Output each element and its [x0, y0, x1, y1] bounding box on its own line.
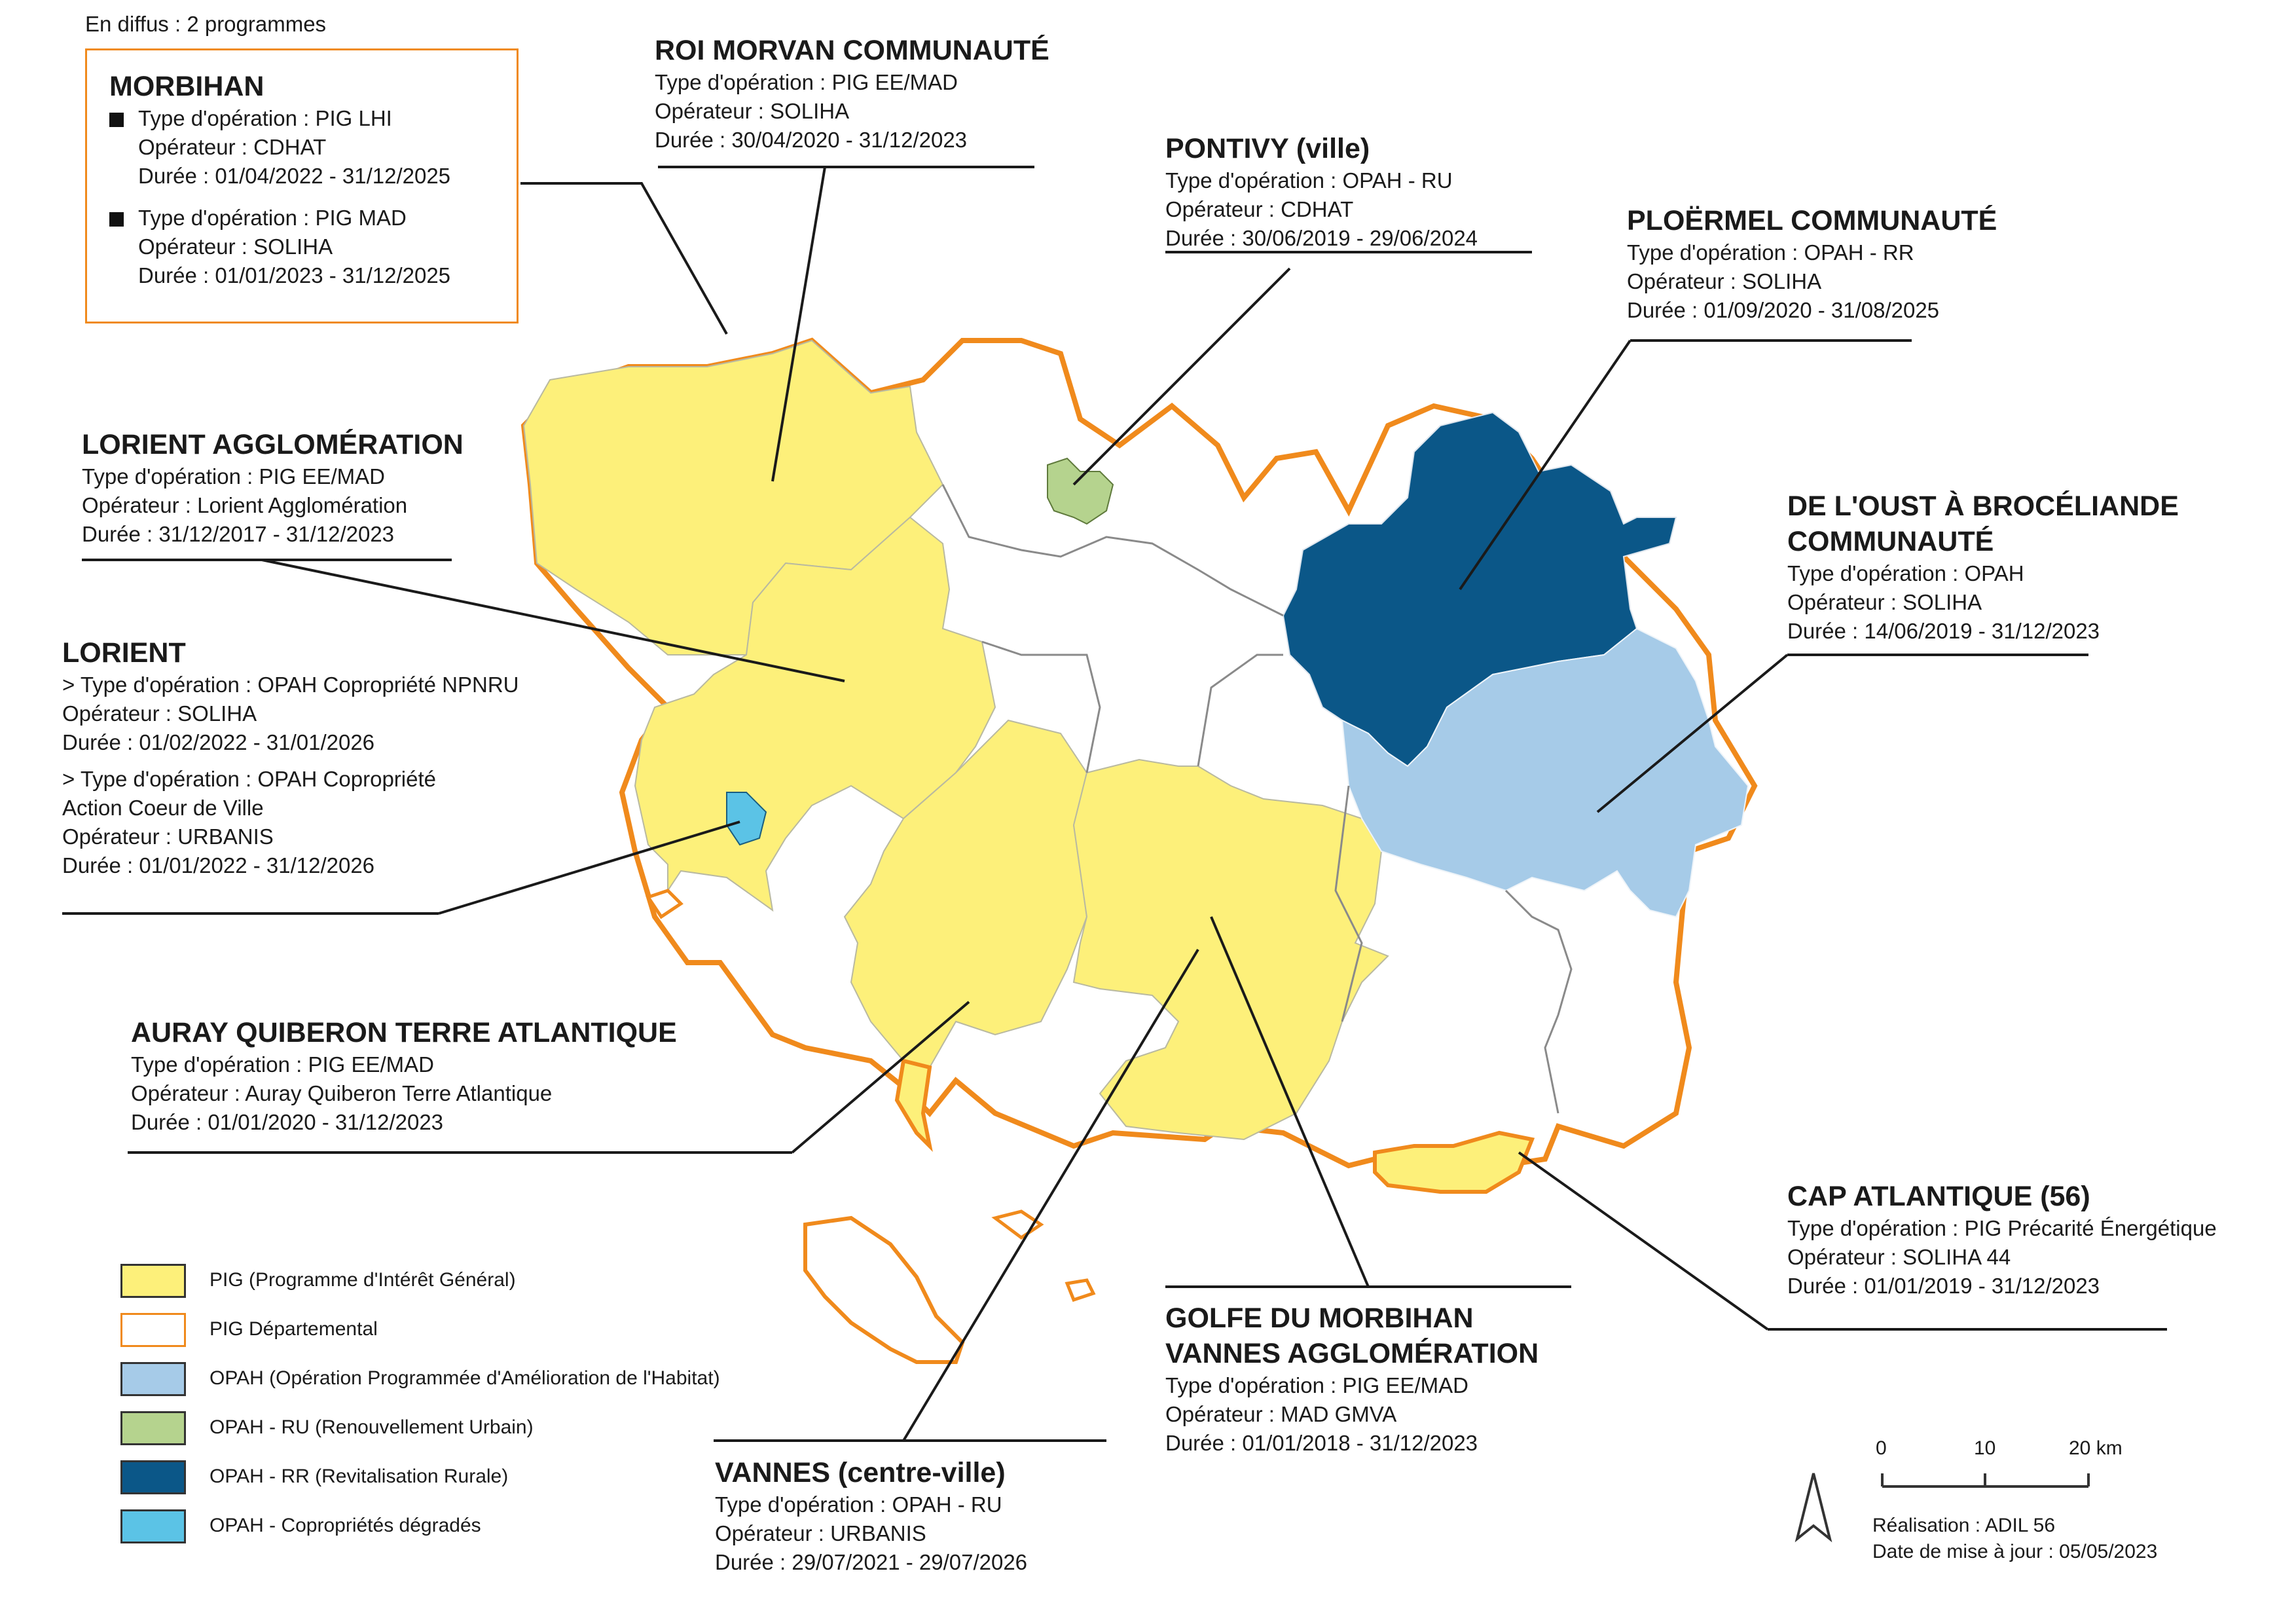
legend-item-pig-dept: PIG Départemental	[120, 1313, 710, 1352]
legend-item-pig: PIG (Programme d'Intérêt Général)	[120, 1264, 710, 1303]
scale-tick-0: 0	[1876, 1437, 1887, 1459]
region-quiberon	[897, 1061, 930, 1146]
legend-swatch	[120, 1460, 186, 1494]
top-note: En diffus : 2 programmes	[85, 12, 327, 36]
legend-item-opah-ru: OPAH - RU (Renouvellement Urbain)	[120, 1411, 710, 1450]
label-ploermel: PLOËRMEL COMMUNAUTÉ Type d'opération : OPAH - RR Opérateur : SOLIHA Durée : 01/09/2020 - 31/08/2025	[1627, 205, 1997, 322]
island-belle-ile	[805, 1218, 962, 1362]
morbihan-box	[85, 48, 519, 323]
morbihan-prog2-type: Type d'opération : PIG MAD	[109, 204, 517, 232]
legend-swatch	[120, 1313, 186, 1347]
label-auray: AURAY QUIBERON TERRE ATLANTIQUE Type d'opération : PIG EE/MAD Opérateur : Auray Quiberon Terre Atlantique Durée : 01/01/2020 - 31/12/2023	[131, 1017, 677, 1134]
morbihan-prog2-operator: Opérateur : SOLIHA	[138, 234, 333, 259]
credits-date: Date de mise à jour : 05/05/2023	[1872, 1541, 2158, 1562]
scale-tick-10: 10	[1974, 1437, 1996, 1459]
morbihan-prog1-type: Type d'opération : PIG LHI	[109, 104, 517, 133]
square-bullet-icon	[109, 212, 124, 227]
island-hoedic	[1067, 1280, 1093, 1300]
credits-author: Réalisation : ADIL 56	[1872, 1515, 2056, 1536]
label-cap-atlantique: CAP ATLANTIQUE (56) Type d'opération : PIG Précarité Énergétique Opérateur : SOLIHA 44 Durée : 01/01/2019 - 31/12/2023	[1787, 1181, 2217, 1298]
morbihan-prog1-duration: Durée : 01/04/2022 - 31/12/2025	[138, 164, 451, 188]
legend-item-opah: OPAH (Opération Programmée d'Amélioration de l'Habitat)	[120, 1362, 710, 1401]
morbihan-title: MORBIHAN	[109, 71, 264, 102]
label-lorient-agglo: LORIENT AGGLOMÉRATION Type d'opération : PIG EE/MAD Opérateur : Lorient Agglomération Durée : 31/12/2017 - 31/12/2023	[82, 429, 464, 546]
label-pontivy: PONTIVY (ville) Type d'opération : OPAH - RU Opérateur : CDHAT Durée : 30/06/2019 - 29/06/2024	[1165, 133, 1478, 250]
legend-item-copro: OPAH - Copropriétés dégradés	[120, 1509, 710, 1549]
legend-swatch	[120, 1264, 186, 1298]
label-roi-morvan: ROI MORVAN COMMUNAUTÉ Type d'opération : PIG EE/MAD Opérateur : SOLIHA Durée : 30/04/2020 - 31/12/2023	[655, 35, 1049, 152]
legend-swatch	[120, 1362, 186, 1396]
legend-item-opah-rr: OPAH - RR (Revitalisation Rurale)	[120, 1460, 710, 1500]
label-lorient: LORIENT > Type d'opération : OPAH Copropriété NPNRU Opérateur : SOLIHA Durée : 01/02/2022 - 31/01/2026 > Type d'opération : OPAH Copropriété Action Coeur de Ville Opérateur : URBANIS Durée : 01/01/2022 - 31/12/2026	[62, 637, 519, 877]
legend-swatch	[120, 1411, 186, 1445]
legend-swatch	[120, 1509, 186, 1543]
square-bullet-icon	[109, 113, 124, 127]
morbihan-prog1-operator: Opérateur : CDHAT	[138, 135, 327, 159]
morbihan-prog2-duration: Durée : 01/01/2023 - 31/12/2025	[138, 263, 451, 287]
credits	[1872, 1513, 2157, 1565]
label-oust: DE L'OUST À BROCÉLIANDE COMMUNAUTÉ Type d'opération : OPAH Opérateur : SOLIHA Durée : 14/06/2019 - 31/12/2023	[1787, 490, 2179, 643]
label-vannes: VANNES (centre-ville) Type d'opération : OPAH - RU Opérateur : URBANIS Durée : 29/07/2021 - 29/07/2026	[715, 1457, 1028, 1574]
scale-bar	[1882, 1473, 2088, 1486]
north-arrow-icon	[1797, 1473, 1830, 1539]
label-golfe: GOLFE DU MORBIHAN VANNES AGGLOMÉRATION Type d'opération : PIG EE/MAD Opérateur : MAD GMVA Durée : 01/01/2018 - 31/12/2023	[1165, 1302, 1539, 1455]
scale-tick-20: 20 km	[2069, 1437, 2123, 1459]
